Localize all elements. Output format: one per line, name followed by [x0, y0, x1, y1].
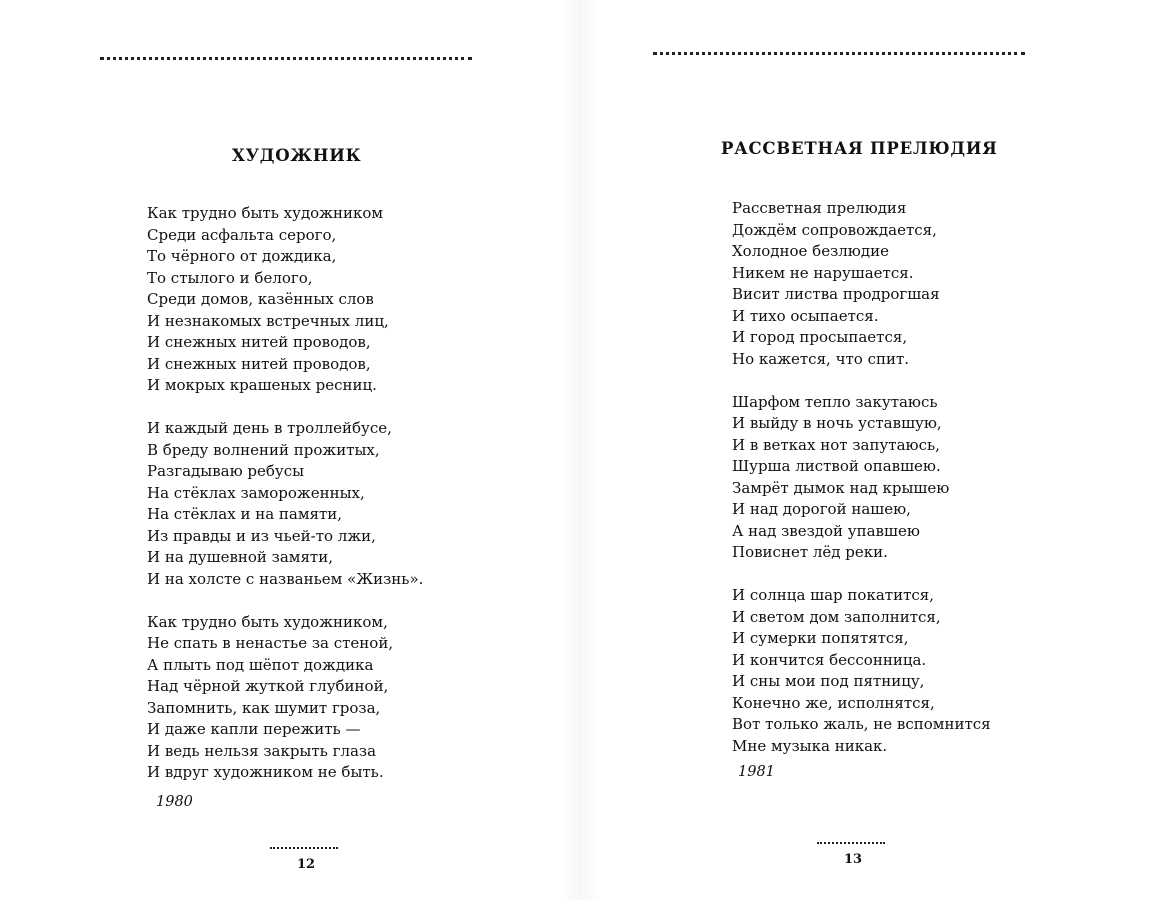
poem-line: Как трудно быть художником, — [147, 612, 388, 631]
poem-title: РАССВЕТНАЯ ПРЕЛЮДИЯ — [721, 139, 998, 158]
poem-line: Среди домов, казённых слов — [147, 290, 374, 308]
poem-line: Дождём сопровождается, — [732, 220, 937, 239]
poem-line: И солнца шар покатится, — [732, 586, 934, 604]
stanza — [147, 203, 423, 397]
poem-line: И каждый день в троллейбусе, — [147, 419, 392, 437]
poem-line: Повиснет лёд реки. — [732, 543, 888, 561]
poem-line: Холодное безлюдие — [732, 242, 889, 260]
poem-line: Из правды и из чьей-то лжи, — [147, 526, 376, 545]
poem-line: Конечно же, исполнятся, — [732, 693, 935, 712]
poem-line: То чёрного от дождика, — [147, 247, 337, 265]
poem-line: И на холсте с названьем «Жизнь». — [147, 569, 424, 588]
poem-line: Шурша листвой опавшею. — [732, 457, 941, 475]
poem-line: И кончится бессонница. — [732, 650, 927, 669]
stanza — [147, 612, 423, 784]
poem-line: Вот только жаль, не вспомнится — [732, 715, 991, 733]
stanza — [147, 418, 423, 590]
poem-line: И тихо осыпается. — [732, 306, 879, 325]
stanza — [732, 585, 991, 757]
poem-line: И над дорогой нашею, — [732, 500, 911, 518]
poem-line: На стёклах замороженных, — [147, 483, 365, 502]
poem-line: На стёклах и на памяти, — [147, 505, 343, 523]
poem-line: И город просыпается, — [732, 328, 908, 346]
poem-line: Никем не нарушается. — [732, 263, 914, 282]
right-page — [575, 0, 1150, 900]
folio-dotted-rule — [817, 842, 885, 844]
poem-body — [732, 198, 991, 779]
poem-line: Рассветная прелюдия — [732, 199, 907, 217]
page-number: 13 — [844, 852, 863, 867]
poem-line: То стылого и белого, — [147, 268, 313, 287]
poem-line: Не спать в ненастье за стеной, — [147, 634, 394, 652]
poem-line: А над звездой упавшею — [732, 521, 920, 540]
poem-line: Запомнить, как шумит гроза, — [147, 698, 381, 717]
poem-line: А плыть под шёпот дождика — [147, 655, 374, 674]
poem-line: И в ветках нот запутаюсь, — [732, 435, 940, 454]
poem-year: 1981 — [738, 764, 775, 780]
poem-line: И мокрых крашеных ресниц. — [147, 376, 377, 394]
poem-line: И снежных нитей проводов, — [147, 354, 371, 373]
poem-line: Мне музыка никак. — [732, 736, 888, 755]
top-dotted-rule — [100, 57, 472, 60]
stanza — [732, 198, 991, 370]
poem-line: И незнакомых встречных лиц, — [147, 311, 389, 330]
folio-dotted-rule — [270, 847, 338, 849]
poem-line: И вдруг художником не быть. — [147, 763, 384, 781]
poem-title: ХУДОЖНИК — [232, 146, 362, 165]
page-number: 12 — [297, 857, 316, 872]
poem-line: И снежных нитей проводов, — [147, 333, 371, 351]
poem-line: Среди асфальта серого, — [147, 225, 337, 244]
poem-line: Над чёрной жуткой глубиной, — [147, 677, 389, 695]
poem-line: И выйду в ночь уставшую, — [732, 414, 942, 432]
poem-line: Висит листва продрогшая — [732, 285, 940, 303]
poem-body — [147, 203, 423, 805]
poem-line: Шарфом тепло закутаюсь — [732, 392, 938, 411]
poem-year: 1980 — [156, 794, 193, 810]
poem-line: Но кажется, что спит. — [732, 349, 910, 368]
poem-line: В бреду волнений прожитых, — [147, 440, 380, 459]
poem-line: И даже капли пережить — — [147, 720, 361, 738]
poem-line: И сны мои под пятницу, — [732, 672, 925, 690]
top-dotted-rule — [653, 52, 1025, 55]
poem-line: И светом дом заполнится, — [732, 607, 941, 626]
poem-line: И сумерки попятятся, — [732, 629, 909, 647]
poem-line: Как трудно быть художником — [147, 204, 384, 222]
poem-line: Замрёт дымок над крышею — [732, 478, 950, 497]
stanza — [732, 392, 991, 564]
poem-line: Разгадываю ребусы — [147, 462, 305, 480]
poem-line: И ведь нельзя закрыть глаза — [147, 741, 377, 760]
poem-line: И на душевной замяти, — [147, 548, 333, 566]
